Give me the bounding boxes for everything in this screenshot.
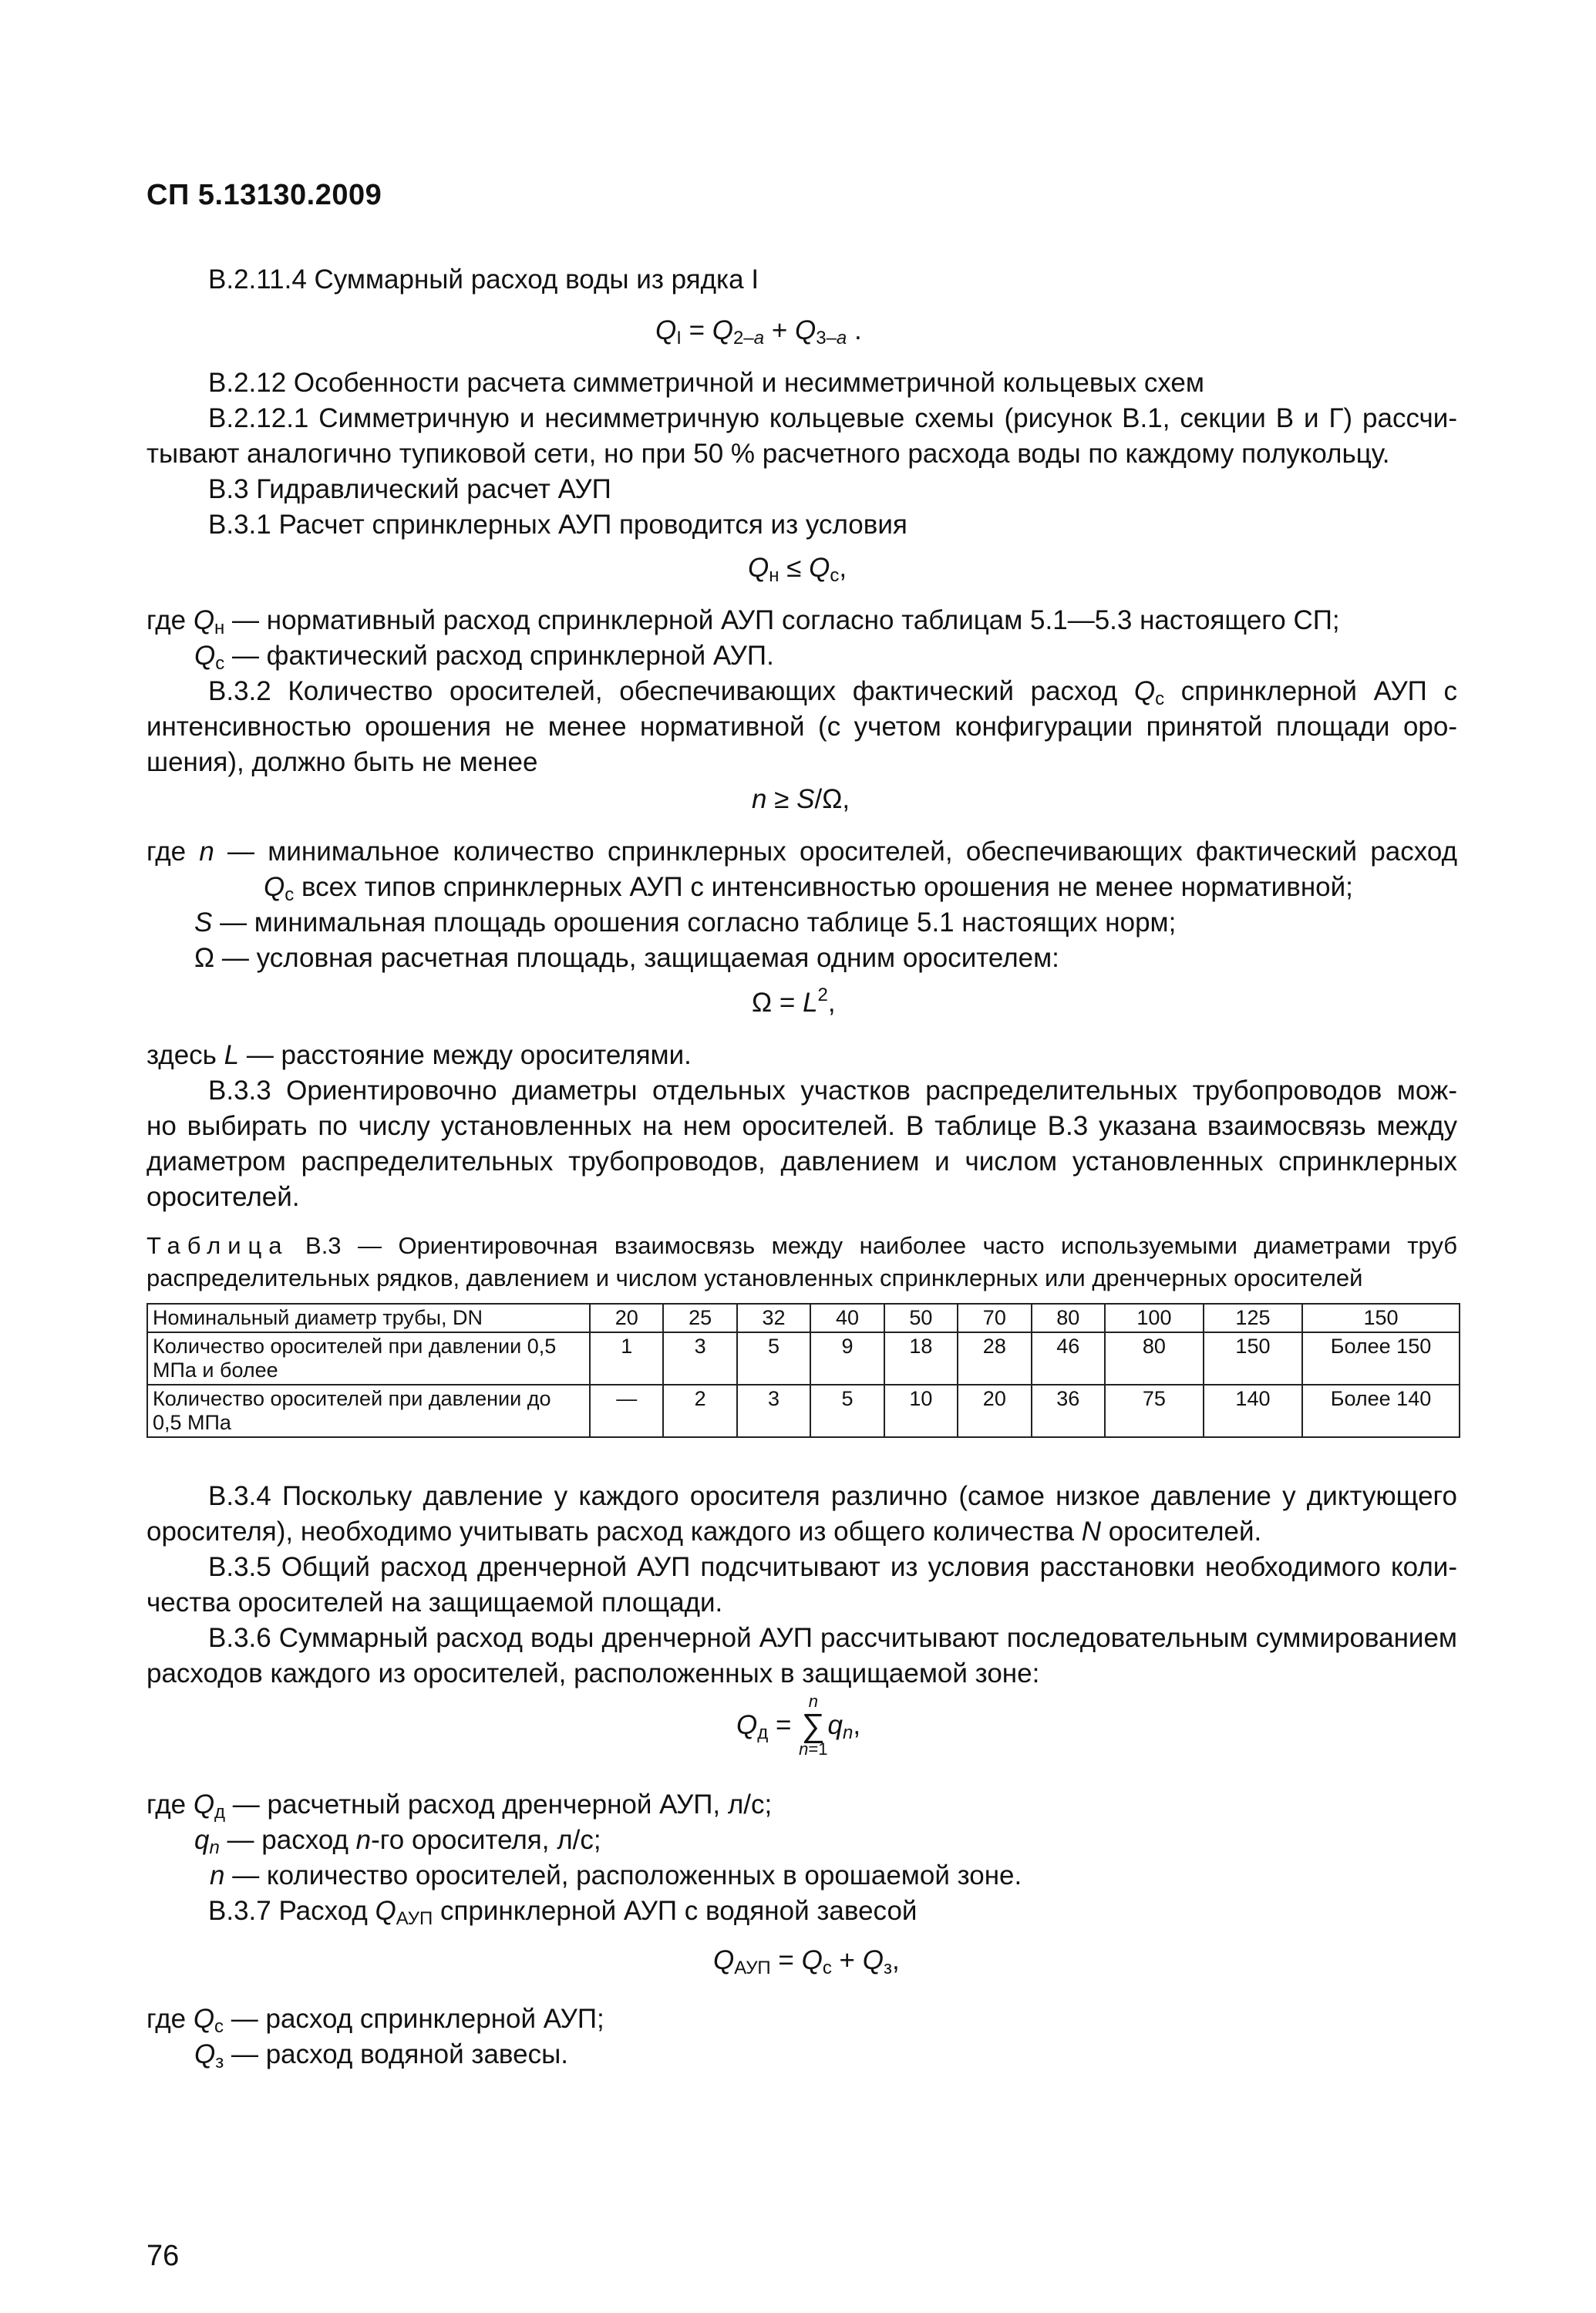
paragraph-line: оросителя), необходимо учитывать расход каждого из общего количества N оросителей. (146, 1517, 1262, 1547)
table-cell: 28 (958, 1332, 1031, 1385)
paragraph-line: но выбирать по числу установленных на нем оросителей. В таблице В.3 указана взаимосвязь между (146, 1111, 1457, 1141)
caption-rest: В.3 — Ориентировочная взаимосвязь между наиболее часто используемыми диаметрами труб (288, 1232, 1457, 1259)
paragraph-line: В.2.12.1 Симметричную и несимметричную кольцевые схемы (рисунок В.1, секции В и Г) рассчи- (208, 403, 1457, 433)
formula-qi: $Q_I = Q_{2-a} + Q_{3-a}$ . (655, 315, 862, 348)
table-cell: 36 (1032, 1385, 1105, 1437)
paragraph-line: чества оросителей на защищаемой площади. (146, 1587, 723, 1618)
paragraph-line: В.3.3 Ориентировочно диаметры отдельных участков распределительных трубопроводов мож- (208, 1076, 1457, 1106)
paragraph-b36 (146, 1621, 1457, 1692)
table-b3 (146, 1303, 1460, 1438)
paragraph-b34 (146, 1479, 1457, 1550)
table-header-label: Номинальный диаметр трубы, DN (147, 1304, 590, 1332)
where-n2: n — количество оросителей, расположенных в орошаемой зоне. (210, 1860, 1022, 1890)
table-cell: 1 (590, 1332, 663, 1385)
table-cell: 40 (810, 1304, 884, 1332)
table-cell: 3 (663, 1332, 736, 1385)
table-cell: 9 (810, 1332, 884, 1385)
where-n-cont: $Q_с$ всех типов спринклерных АУП с интенсивностью орошения не менее нормативной; (264, 872, 1353, 905)
table-cell: 140 (1204, 1385, 1302, 1437)
table-row (147, 1332, 1460, 1385)
where-qc2: где $Q_с$ — расход спринклерной АУП; (146, 2004, 604, 2037)
table-row-label: Количество оросителей при давлении до 0,5 МПа (147, 1385, 590, 1437)
formula-qaup: $Q_{АУП} = Q_с + Q_з$, (713, 1945, 900, 1978)
table-cell: 5 (810, 1385, 884, 1437)
table-caption (146, 1230, 1457, 1295)
paragraph-b33 (146, 1073, 1457, 1215)
table-cell: 25 (663, 1304, 736, 1332)
paragraph-line: В.3.6 Суммарный расход воды дренчерной АУП рассчитывают последовательным суммированием (208, 1623, 1457, 1653)
table-cell: 125 (1204, 1304, 1302, 1332)
formula-omega-l2: $\Omega = L^2$, (752, 985, 836, 1018)
table-cell: 20 (958, 1385, 1031, 1437)
table-cell: 5 (737, 1332, 810, 1385)
table-cell: 2 (663, 1385, 736, 1437)
page-number: 76 (146, 2240, 180, 2272)
paragraph-b37: В.3.7 Расход $Q_{АУП}$ спринклерной АУП с водяной завесой (208, 1896, 918, 1929)
table-row (147, 1385, 1460, 1437)
paragraph-line: тывают аналогично тупиковой сети, но при 50 % расчетного расхода воды по каждому полукольцу. (146, 439, 1390, 469)
table-cell: 46 (1032, 1332, 1105, 1385)
table-cell: — (590, 1385, 663, 1437)
paragraph-b2114: В.2.11.4 Суммарный расход воды из рядка I (208, 264, 759, 295)
caption-line: распределительных рядков, давлением и числом установленных спринклерных или дренчерных оросителей (146, 1264, 1363, 1291)
paragraph-line: интенсивностью орошения не менее нормативной (с учетом конфигурации принятой площади оро- (146, 712, 1457, 742)
here-l: здесь L — расстояние между оросителями. (146, 1040, 692, 1070)
paragraph-b35 (146, 1550, 1457, 1621)
table-cell: 150 (1302, 1304, 1460, 1332)
table-cell: 75 (1105, 1385, 1204, 1437)
where-qc: $Q_с$ — фактический расход спринклерной АУП. (194, 641, 774, 674)
paragraph-line: диаметром распределительных трубопроводов, давлением и числом установленных спринклерных (146, 1146, 1457, 1177)
table-row-label: Количество оросителей при давлении 0,5 МПа и более (147, 1332, 590, 1385)
table-cell: 3 (737, 1385, 810, 1437)
formula-n-ge-s-omega: n ≥ S/Ω, (752, 784, 850, 814)
table-cell: 10 (884, 1385, 958, 1437)
paragraph-line: расходов каждого из оросителей, расположенных в защищаемой зоне: (146, 1658, 1040, 1688)
section-title-b3: В.3 Гидравлический расчет АУП (208, 474, 611, 504)
paragraph-line: В.3.5 Общий расход дренчерной АУП подсчитывают из условия расстановки необходимого коли- (208, 1552, 1457, 1582)
table-cell: 70 (958, 1304, 1031, 1332)
paragraph-b31: В.3.1 Расчет спринклерных АУП проводится из условия (208, 510, 907, 540)
where-qn: где $Q_н$ — нормативный расход спринклерной АУП согласно таблицам 5.1—5.3 настоящего СП; (146, 605, 1340, 638)
where-omega: Ω — условная расчетная площадь, защищаемая одним оросителем: (194, 943, 1059, 973)
table-row (147, 1304, 1460, 1332)
paragraph-line: В.3.4 Поскольку давление у каждого оросителя различно (самое низкое давление у диктующего (208, 1481, 1457, 1511)
table-cell: 20 (590, 1304, 663, 1332)
where-n: где n — минимальное количество спринклерных оросителей, обеспечивающих фактический расход (146, 837, 1457, 867)
table-cell: 150 (1204, 1332, 1302, 1385)
table-cell: 100 (1105, 1304, 1204, 1332)
where-qd: где $Q_д$ — расчетный расход дренчерной АУП, л/с; (146, 1789, 773, 1823)
table-cell: 18 (884, 1332, 958, 1385)
paragraph-b32 (146, 674, 1457, 780)
paragraph-line: В.3.2 Количество оросителей, обеспечивающих фактический расход $Q_с$ спринклерной АУП с (208, 676, 1457, 709)
formula-qn-le-qc: $Q_н \le Q_с$, (748, 553, 847, 586)
where-s: S — минимальная площадь орошения согласно таблице 5.1 настоящих норм; (194, 907, 1177, 938)
table-cell: Более 150 (1302, 1332, 1460, 1385)
table-cell: 80 (1105, 1332, 1204, 1385)
formula-qd-sum: $Q_д$ = n ∑ n=1 $q_n$, (736, 1692, 861, 1759)
paragraph-line: оросителей. (146, 1182, 300, 1212)
paragraph-line: шения), должно быть не менее (146, 747, 538, 777)
where-qz: $Q_з$ — расход водяной завесы. (194, 2039, 568, 2072)
paragraph-b21212 (146, 401, 1457, 472)
document-header: СП 5.13130.2009 (146, 179, 382, 211)
where-qn2: $q_n$ — расход n-го оросителя, л/с; (194, 1825, 601, 1858)
paragraph-b2112: В.2.12 Особенности расчета симметричной и несимметричной кольцевых схем (208, 368, 1204, 398)
table-cell: 32 (737, 1304, 810, 1332)
table-cell: Более 140 (1302, 1385, 1460, 1437)
caption-word: Таблица (146, 1232, 289, 1259)
summation-symbol: n ∑ n=1 (799, 1692, 828, 1759)
table-cell: 80 (1032, 1304, 1105, 1332)
table-cell: 50 (884, 1304, 958, 1332)
